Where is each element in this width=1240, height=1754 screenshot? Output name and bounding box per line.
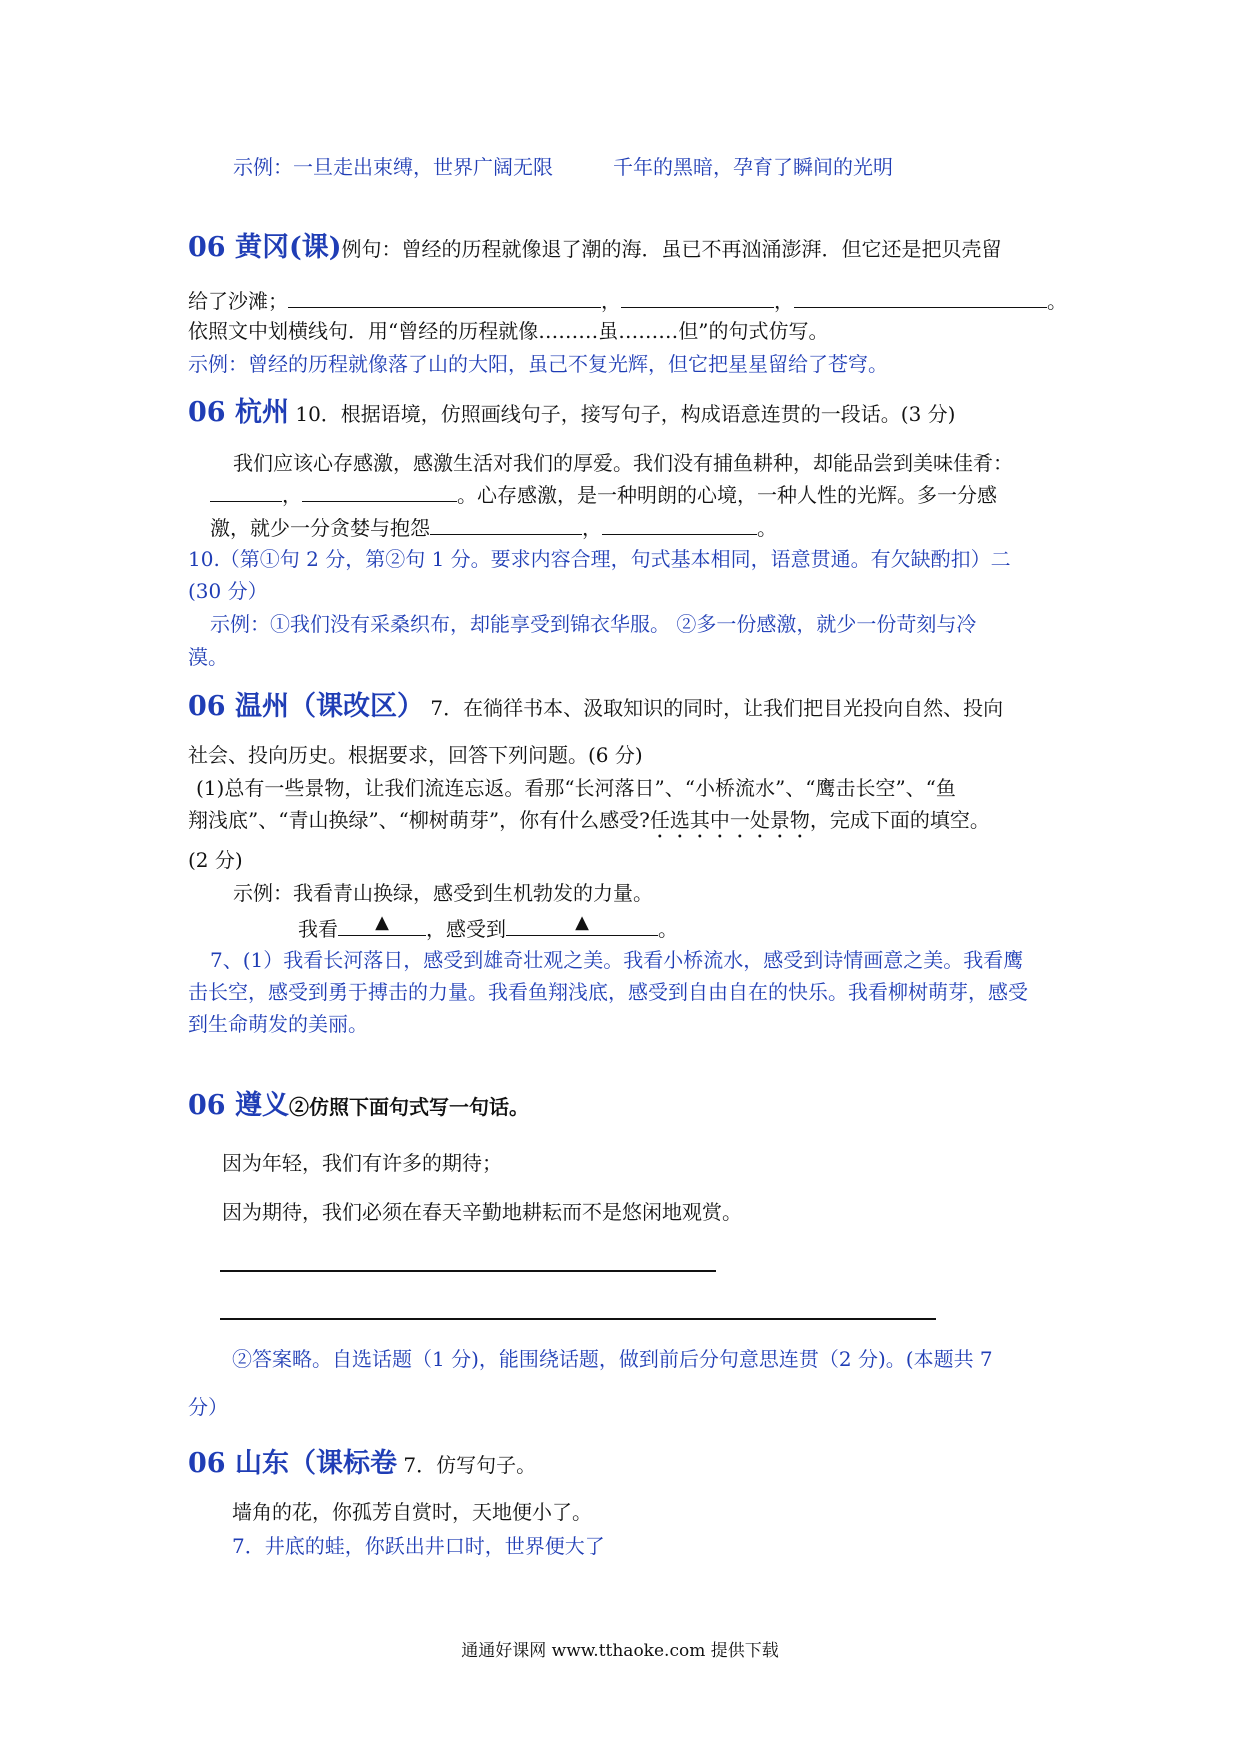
huanggang-question: [188, 232, 1002, 263]
answer-blank[interactable]: [430, 516, 582, 535]
top-example: 示例：一旦走出束缚，世界广阔无限 千年的黑暗，孕育了瞬间的光明: [233, 155, 893, 179]
wenzhou-para1: (1)总有一些景物，让我们流连忘返。看那“长河落日”、“小桥流水”、“鹰击长空”、“鱼: [196, 776, 956, 800]
wenzhou-score: (2 分): [188, 848, 243, 872]
hangzhou-heading: 06 杭州: [188, 397, 289, 428]
answer-blank[interactable]: [288, 289, 601, 308]
huanggang-line2-prefix: 给了沙滩；: [188, 289, 288, 313]
wenzhou-q1: 7．在徜徉书本、汲取知识的同时，让我们把目光投向自然、投向: [430, 696, 1004, 720]
hangzhou-para2-text: 。心存感激，是一种明朗的心境，一种人性的光辉。多一分感: [457, 483, 997, 507]
hangzhou-para2: [210, 483, 997, 507]
zunyi-heading: 06 遵义: [188, 1090, 289, 1121]
wenzhou-answer3: 到生命萌发的美丽。: [188, 1012, 368, 1036]
answer-blank[interactable]: [621, 289, 774, 308]
hangzhou-answer1: 10.（第①句 2 分，第②句 1 分。要求内容合理，句式基本相同，语意贯通。有欠缺酌扣）二: [188, 547, 1011, 571]
comma: ，: [601, 289, 621, 313]
period: 。: [1047, 289, 1067, 313]
hangzhou-para1: 我们应该心存感激，感激生活对我们的厚爱。我们没有捕鱼耕种，却能品尝到美味佳肴：: [233, 451, 1013, 475]
hangzhou-answer3: 示例：①我们没有采桑织布，却能享受到锦衣华服。 ②多一份感激，就少一份苛刻与冷: [210, 612, 977, 636]
answer-blank[interactable]: [338, 913, 426, 936]
hangzhou-question: [188, 397, 956, 428]
hangzhou-para3-text: 激，就少一分贪婪与抱怨: [210, 516, 430, 540]
hangzhou-para3: [210, 516, 777, 540]
fill-c: 。: [658, 917, 678, 941]
wenzhou-para2-a: 翔浅底”、“青山换绿”、“柳树萌芽”，你有什么感受?: [188, 808, 650, 832]
triangle-icon: ▲: [375, 912, 389, 933]
huanggang-instruction: 依照文中划横线句．用“曾经的历程就像………虽………但”的句式仿写。: [188, 319, 829, 343]
answer-line[interactable]: [220, 1318, 936, 1320]
answer-line[interactable]: [220, 1270, 716, 1272]
huanggang-answer: 示例：曾经的历程就像落了山的大阳，虽己不复光辉，但它把星星留给了苍穹。: [188, 352, 888, 376]
wenzhou-fill: [298, 913, 678, 941]
hangzhou-q: 10．根据语境，仿照画线句子，接写句子，构成语意连贯的一段话。(3 分): [288, 402, 956, 426]
answer-blank[interactable]: [302, 483, 457, 502]
wenzhou-para2-b: ，完成下面的填空。: [809, 808, 990, 832]
huanggang-line1: 例句：曾经的历程就像退了潮的海．虽已不再汹涌澎湃．但它还是把贝壳留: [341, 237, 1002, 261]
shandong-question: [188, 1448, 537, 1479]
huanggang-heading: 06 黄冈(课): [188, 232, 342, 263]
period: 。: [757, 516, 777, 540]
shandong-q: 7．仿写句子。: [396, 1453, 537, 1477]
zunyi-line1: 因为年轻，我们有许多的期待；: [222, 1151, 502, 1175]
comma: ，: [582, 516, 602, 540]
wenzhou-example: 示例：我看青山换绿，感受到生机勃发的力量。: [233, 881, 653, 905]
answer-blank[interactable]: [602, 516, 757, 535]
wenzhou-para2-emphasis: 任选其中一处景物: [649, 808, 810, 832]
hangzhou-answer2: (30 分）: [188, 579, 268, 603]
page-footer: 通通好课网 www.tthaoke.com 提供下载: [461, 1641, 779, 1661]
hangzhou-answer4: 漠。: [188, 645, 228, 669]
fill-b: ，感受到: [426, 917, 506, 941]
wenzhou-para2: [188, 808, 990, 843]
zunyi-answer1: ②答案略。自选话题（1 分)，能围绕话题，做到前后分句意思连贯（2 分)。(本题共 7: [232, 1347, 993, 1371]
answer-blank[interactable]: [506, 913, 658, 936]
answer-blank[interactable]: [210, 483, 282, 502]
shandong-line1: 墙角的花，你孤芳自赏时，天地便小了。: [232, 1500, 592, 1524]
zunyi-question: [188, 1090, 529, 1121]
comma: ，: [774, 289, 794, 313]
wenzhou-q2: 社会、投向历史。根据要求，回答下列问题。(6 分): [188, 743, 643, 767]
wenzhou-answer2: 击长空，感受到勇于搏击的力量。我看鱼翔浅底，感受到自由自在的快乐。我看柳树萌芽，感受: [188, 980, 1028, 1004]
fill-a: 我看: [298, 917, 338, 941]
zunyi-q: ②仿照下面句式写一句话。: [288, 1095, 529, 1119]
wenzhou-heading: 06 温州（课改区）: [188, 691, 424, 722]
triangle-icon: ▲: [575, 912, 589, 933]
shandong-answer: 7．井底的蛙，你跃出井口时，世界便大了: [232, 1534, 605, 1558]
huanggang-fill-line: [188, 289, 1067, 313]
zunyi-line2: 因为期待，我们必须在春天辛勤地耕耘而不是悠闲地观赏。: [222, 1200, 742, 1224]
wenzhou-answer1: 7、(1）我看长河落日，感受到雄奇壮观之美。我看小桥流水，感受到诗情画意之美。我看鹰: [210, 948, 1024, 972]
wenzhou-question: [188, 691, 1004, 722]
shandong-heading: 06 山东（课标卷: [188, 1448, 397, 1479]
comma: ，: [282, 483, 302, 507]
zunyi-answer2: 分）: [188, 1395, 228, 1419]
answer-blank[interactable]: [794, 289, 1047, 308]
